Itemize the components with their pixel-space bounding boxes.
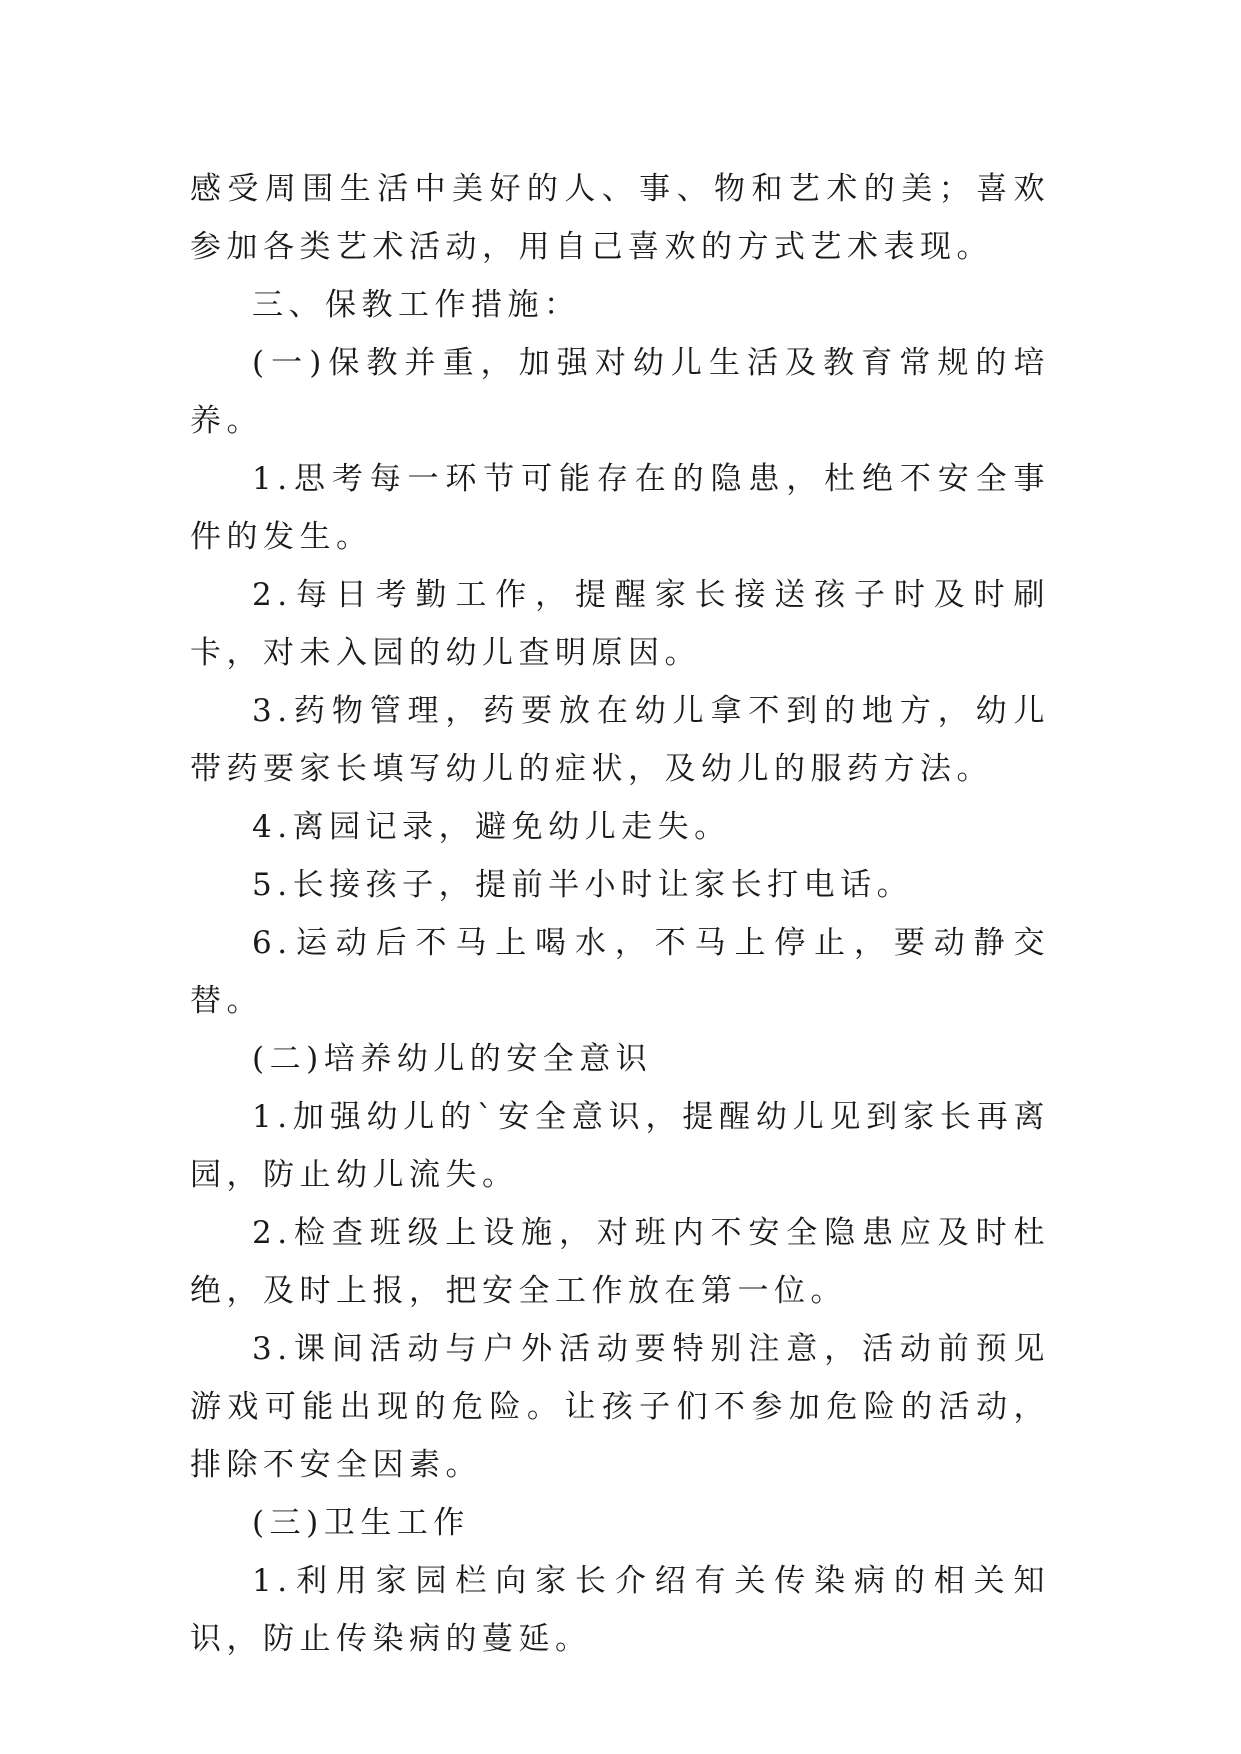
list-item: 3.课间活动与户外活动要特别注意，活动前预见游戏可能出现的危险。让孩子们不参加危险的活动，排除不安全因素。: [190, 1331, 1050, 1483]
subsection-heading-hygiene: (三)卫生工作: [252, 1505, 470, 1541]
paragraph-art-goal: 感受周围生活中美好的人、事、物和艺术的美；喜欢参加各类艺术活动，用自己喜欢的方式艺术表现。: [190, 171, 1050, 265]
document-body: [190, 160, 1050, 1668]
list-item: 4.离园记录，避免幼儿走失。: [252, 809, 731, 845]
list-item: 5.长接孩子，提前半小时让家长打电话。: [252, 867, 914, 903]
list-item: 3.药物管理，药要放在幼儿拿不到的地方，幼儿带药要家长填写幼儿的症状，及幼儿的服药方法。: [190, 693, 1050, 787]
list-item: 1.利用家园栏向家长介绍有关传染病的相关知识，防止传染病的蔓延。: [190, 1563, 1050, 1657]
subsection-heading-safety: (二)培养幼儿的安全意识: [252, 1041, 653, 1077]
list-item: 2.每日考勤工作，提醒家长接送孩子时及时刷卡，对未入园的幼儿查明原因。: [190, 577, 1050, 671]
list-item: 1.加强幼儿的`安全意识，提醒幼儿见到家长再离园，防止幼儿流失。: [190, 1099, 1050, 1193]
list-item: 2.检查班级上设施，对班内不安全隐患应及时杜绝，及时上报，把安全工作放在第一位。: [190, 1215, 1050, 1309]
subsection-heading-care-education: (一)保教并重，加强对幼儿生活及教育常规的培养。: [190, 345, 1050, 439]
section-heading-measures: 三、保教工作措施：: [252, 287, 581, 323]
list-item: 6.运动后不马上喝水，不马上停止，要动静交替。: [190, 925, 1050, 1019]
list-item: 1.思考每一环节可能存在的隐患，杜绝不安全事件的发生。: [190, 461, 1050, 555]
